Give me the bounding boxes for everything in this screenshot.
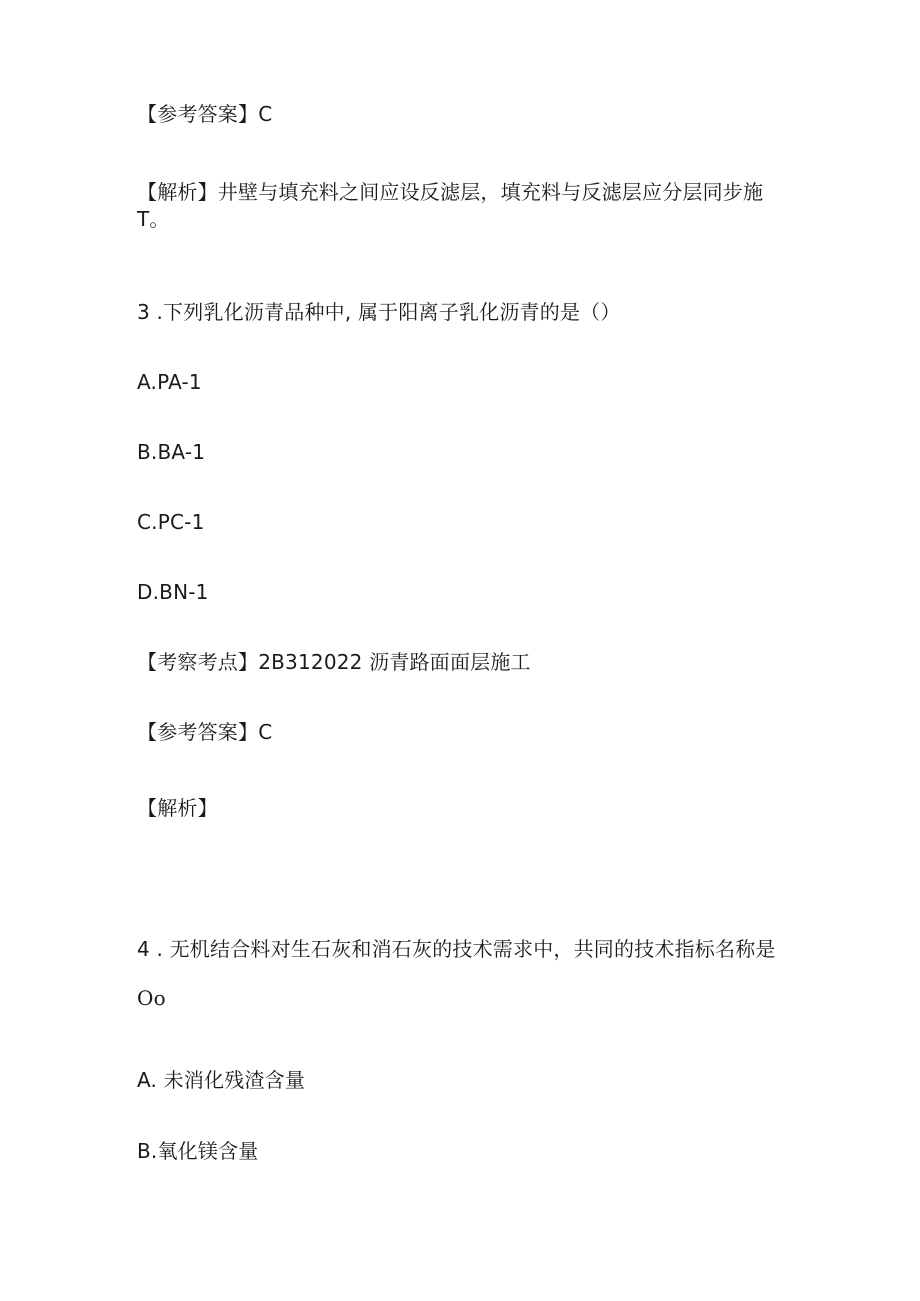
q4-option-b: B.氧化镁含量 [137, 1139, 259, 1163]
q2-analysis-line2: T。 [137, 207, 170, 231]
q3-option-a: A.PA-1 [137, 370, 202, 394]
q3-option-c: C.PC-1 [137, 510, 205, 534]
q3-answer: 【参考答案】C [137, 720, 273, 744]
q3-option-b: B.BA-1 [137, 440, 206, 464]
q2-analysis-line1: 【解析】井壁与填充料之间应设反滤层，填充料与反滤层应分层同步施 [137, 180, 764, 204]
q3-analysis: 【解析】 [137, 796, 218, 820]
q4-question-cont: Oo [137, 986, 166, 1010]
q4-option-a: A. 未消化残渣含量 [137, 1068, 306, 1092]
q3-exam-point: 【考察考点】2B312022 沥青路面面层施工 [137, 650, 531, 674]
q2-answer: 【参考答案】C [137, 102, 273, 126]
q3-question: 3 .下列乳化沥青品种中, 属于阳离子乳化沥青的是（） [137, 300, 621, 324]
q4-question: 4 . 无机结合料对生石灰和消石灰的技术需求中，共同的技术指标名称是 [137, 937, 776, 961]
q3-option-d: D.BN-1 [137, 580, 209, 604]
